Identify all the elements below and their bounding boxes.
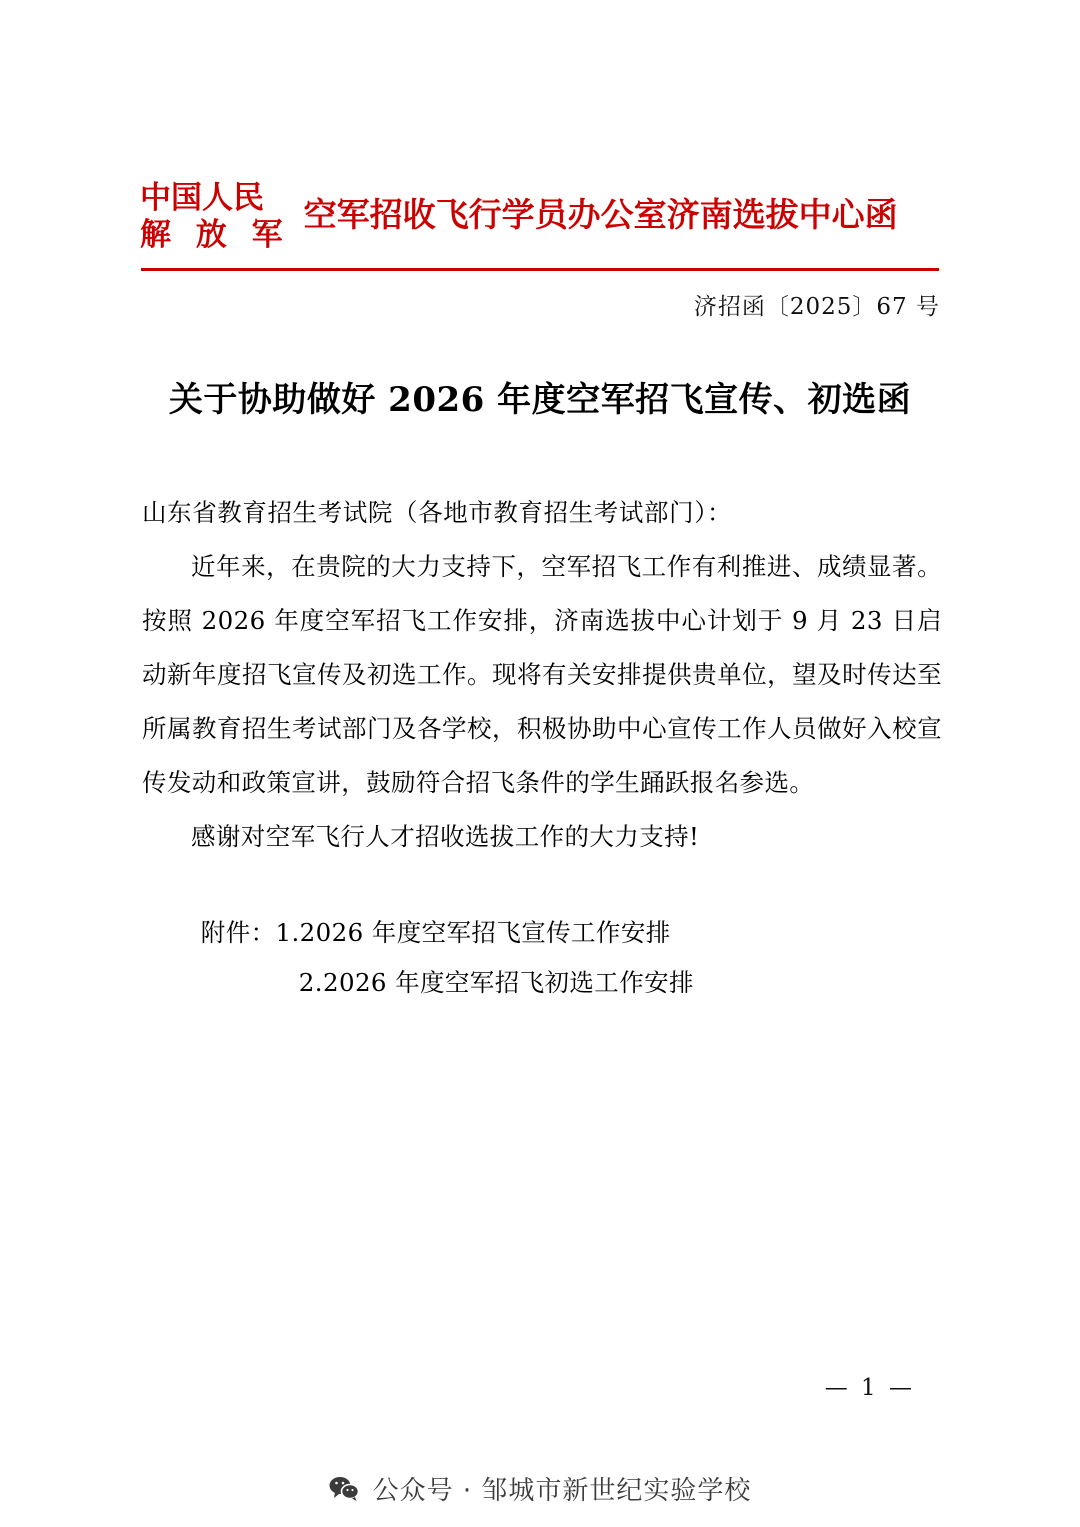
document-body [142,486,942,1008]
attachment-item-1: 1.2026 年度空军招飞宣传工作安排 [275,918,671,947]
letterhead-issuer-block [140,180,304,254]
attachment-item-2: 2.2026 年度空军招飞初选工作安排 [298,968,694,997]
letterhead-office-title: 空军招收飞行学员办公室济南选拔中心函 [303,195,898,234]
letterhead-issuer-line2: 解 放 军 [140,217,290,253]
attachments-block [142,908,942,1008]
document-number: 济招函〔2025〕67 号 [693,294,940,320]
letterhead-divider [141,268,939,271]
footer-watermark [0,1470,1080,1507]
wechat-icon [329,1476,359,1501]
attachment-line-1 [142,908,942,958]
attachments-label: 附件： [200,918,276,947]
footer-text: 公众号 · 邹城市新世纪实验学校 [372,1476,752,1506]
addressee-line: 山东省教育招生考试院（各地市教育招生考试部门）： [142,498,733,527]
letterhead-issuer-line1: 中国人民 [140,180,264,216]
body-paragraph-2: 感谢对空军飞行人才招收选拔工作的大力支持! [191,822,700,851]
page-title: 关于协助做好 2026 年度空军招飞宣传、初选函 [168,380,912,420]
page-number: — 1 — [824,1375,915,1401]
body-paragraph-1: 近年来，在贵院的大力支持下，空军招飞工作有利推进、成绩显著。按照 2026 年度空军招飞工作安排，济南选拔中心计划于 9 月 23 日启动新年度招飞宣传及初选工作。现将有关安排提供贵单位，望及时传达至所属教育招生考试部门及各学校，积极协助中心宣传工作人员做好入校宣传发动和政策宣讲，鼓励符合招飞条件的学生踊跃报名参选。 [142,552,942,797]
letterhead [140,180,940,254]
